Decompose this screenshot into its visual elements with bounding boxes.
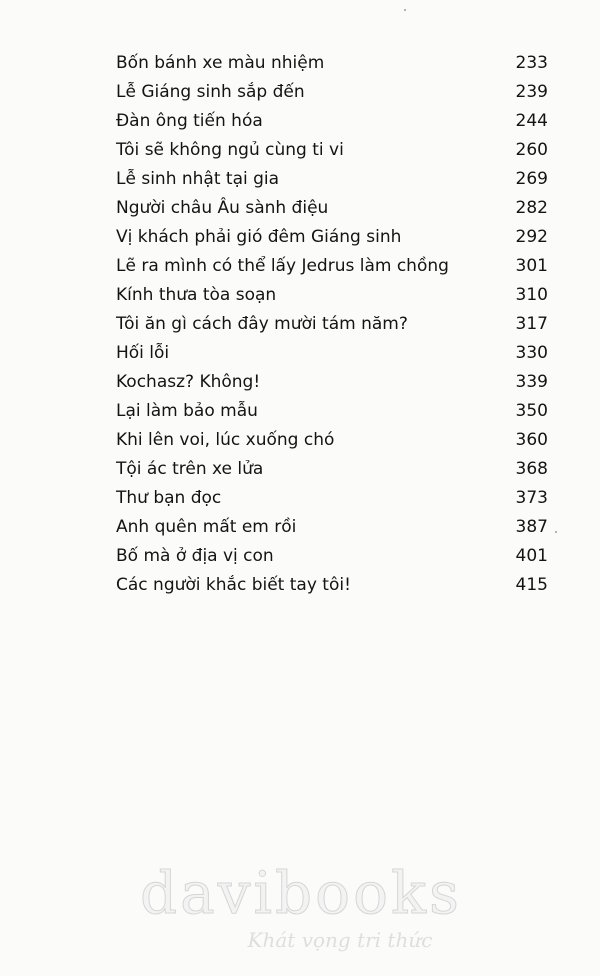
toc-entry xyxy=(116,397,548,426)
table-of-contents xyxy=(116,49,548,600)
toc-entry-title: Anh quên mất em rồi xyxy=(116,517,297,537)
watermark-tagline: Khát vọng tri thức xyxy=(247,928,433,952)
scan-speck xyxy=(404,9,406,11)
toc-entry xyxy=(116,78,548,107)
toc-entry-title: Vị khách phải gió đêm Giáng sinh xyxy=(116,227,402,247)
publisher-watermark xyxy=(140,858,460,952)
toc-entry xyxy=(116,484,548,513)
toc-entry-page: 373 xyxy=(515,488,548,508)
toc-entry-title: Khi lên voi, lúc xuống chó xyxy=(116,430,335,450)
toc-entry xyxy=(116,107,548,136)
toc-entry-page: 387 xyxy=(515,517,548,537)
toc-entry-page: 330 xyxy=(515,343,548,363)
watermark-brand: davibooks xyxy=(140,859,462,927)
toc-entry xyxy=(116,165,548,194)
toc-entry-page: 368 xyxy=(515,459,548,479)
toc-entry xyxy=(116,281,548,310)
toc-entry-page: 415 xyxy=(515,575,548,595)
toc-entry-page: 269 xyxy=(515,169,548,189)
toc-entry-page: 339 xyxy=(515,372,548,392)
toc-entry-page: 350 xyxy=(515,401,548,421)
toc-entry-page: 244 xyxy=(515,111,548,131)
toc-entry-title: Bốn bánh xe màu nhiệm xyxy=(116,53,325,73)
scan-speck xyxy=(555,531,557,533)
toc-entry-page: 301 xyxy=(515,256,548,276)
toc-entry-page: 310 xyxy=(515,285,548,305)
toc-entry-title: Lễ sinh nhật tại gia xyxy=(116,169,280,189)
toc-entry-title: Thư bạn đọc xyxy=(116,488,222,508)
toc-entry-page: 260 xyxy=(515,140,548,160)
toc-entry xyxy=(116,136,548,165)
toc-entry-title: Lễ Giáng sinh sắp đến xyxy=(116,82,305,102)
toc-entry xyxy=(116,571,548,600)
toc-entry-title: Bố mà ở địa vị con xyxy=(116,546,274,566)
toc-entry-title: Hối lỗi xyxy=(116,343,170,363)
toc-entry xyxy=(116,310,548,339)
toc-entry-page: 239 xyxy=(515,82,548,102)
toc-entry xyxy=(116,426,548,455)
toc-entry-page: 282 xyxy=(515,198,548,218)
toc-entry xyxy=(116,542,548,571)
toc-entry-page: 233 xyxy=(515,53,548,73)
toc-entry xyxy=(116,455,548,484)
toc-entry xyxy=(116,368,548,397)
toc-entry-title: Kính thưa tòa soạn xyxy=(116,285,277,305)
toc-entry-title: Người châu Âu sành điệu xyxy=(116,198,329,218)
toc-entry-page: 292 xyxy=(515,227,548,247)
toc-entry-title: Lại làm bảo mẫu xyxy=(116,401,258,421)
toc-entry-title: Kochasz? Không! xyxy=(116,372,261,392)
toc-entry xyxy=(116,194,548,223)
toc-entry-title: Tôi sẽ không ngủ cùng ti vi xyxy=(116,140,344,160)
toc-entry xyxy=(116,223,548,252)
toc-entry-title: Đàn ông tiến hóa xyxy=(116,111,263,131)
toc-entry-title: Tội ác trên xe lửa xyxy=(116,459,264,479)
toc-entry-page: 401 xyxy=(515,546,548,566)
toc-entry-title: Các người khắc biết tay tôi! xyxy=(116,575,351,595)
toc-entry-page: 360 xyxy=(515,430,548,450)
toc-entry xyxy=(116,513,548,542)
toc-entry-title: Tôi ăn gì cách đây mười tám năm? xyxy=(116,314,408,334)
toc-entry xyxy=(116,252,548,281)
toc-entry-page: 317 xyxy=(515,314,548,334)
toc-entry xyxy=(116,339,548,368)
toc-entry-title: Lẽ ra mình có thể lấy Jedrus làm chồng xyxy=(116,256,449,276)
toc-entry xyxy=(116,49,548,78)
